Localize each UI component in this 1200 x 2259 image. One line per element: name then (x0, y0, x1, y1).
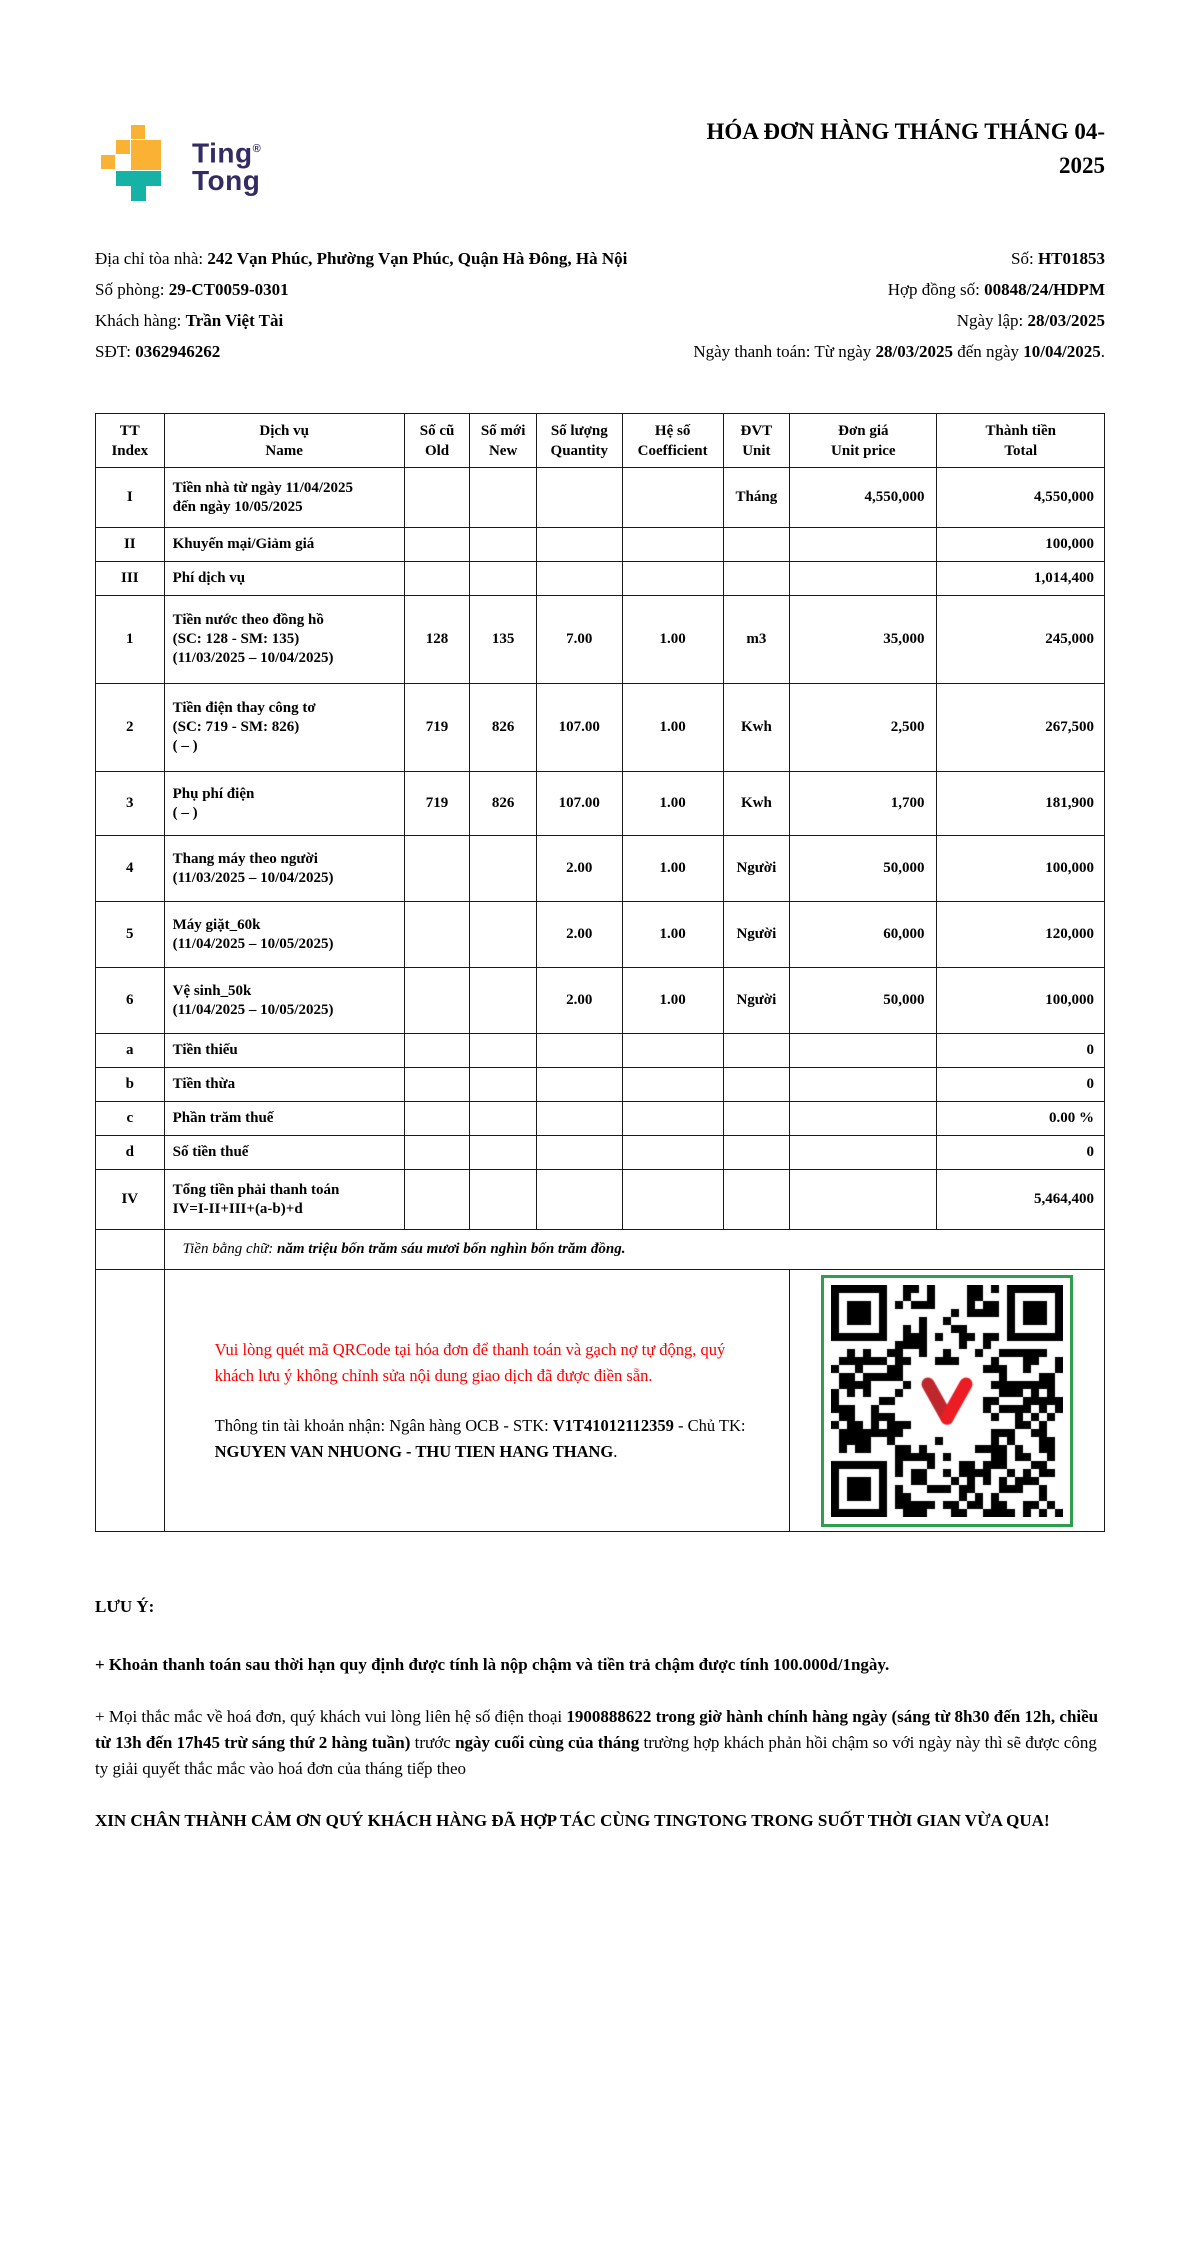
cell-index: II (96, 528, 165, 562)
logo-pixel (131, 125, 145, 139)
col-header-index: TT Index (96, 414, 165, 468)
cell-index: a (96, 1034, 165, 1068)
cell-old (404, 468, 470, 528)
table-row (96, 1102, 1105, 1136)
table-row (96, 968, 1105, 1034)
bank-account-text: Thông tin tài khoản nhận: Ngân hàng OCB - STK: V1T41012112359 - Chủ TK: NGUYEN VAN NHUONG - THU TIEN HANG THANG. (214, 1415, 746, 1461)
qr-code-frame (821, 1275, 1073, 1527)
table-row (96, 684, 1105, 772)
cell-index: b (96, 1068, 165, 1102)
cell-name: Phần trăm thuế (164, 1102, 404, 1136)
notes-heading: LƯU Ý: (95, 1597, 155, 1616)
logo-pixel (116, 140, 130, 154)
cell-total: 0 (937, 1034, 1105, 1068)
cell-unit: Người (723, 968, 790, 1034)
col-header-total: Thành tiền Total (937, 414, 1105, 468)
table-row (96, 528, 1105, 562)
cell-coefficient (622, 1034, 723, 1068)
cell-old (404, 528, 470, 562)
phone-line: SĐT: 0362946262 (95, 342, 221, 361)
cell-old (404, 836, 470, 902)
cell-old: 719 (404, 772, 470, 836)
cell-name: Thang máy theo người (11/03/2025 – 10/04/2025) (164, 836, 404, 902)
cell-name: Số tiền thuế (164, 1136, 404, 1170)
qr-code-cell (790, 1270, 1105, 1532)
amount-in-words: Tiền bằng chữ: năm triệu bốn trăm sáu mươi bốn nghìn bốn trăm đồng. (164, 1230, 1104, 1270)
table-row (96, 836, 1105, 902)
qr-notice-text: Vui lòng quét mã QRCode tại hóa đơn để thanh toán và gạch nợ tự động, quý khách lưu ý không chỉnh sửa nội dung giao dịch đã được điền sẵn. (214, 1339, 726, 1385)
cell-quantity (536, 528, 622, 562)
footer-notes (95, 1594, 1105, 1834)
cell-coefficient (622, 1068, 723, 1102)
cell-index: c (96, 1102, 165, 1136)
cell-old (404, 562, 470, 596)
cell-grand-total: 5,464,400 (937, 1170, 1105, 1230)
cell-unit-price: 4,550,000 (790, 468, 937, 528)
cell-new: 826 (470, 684, 537, 772)
cell-unit (723, 1102, 790, 1136)
cell-new (470, 1068, 537, 1102)
amount-in-words-row (96, 1230, 1105, 1270)
cell-unit-price (790, 562, 937, 596)
cell-new (470, 968, 537, 1034)
cell-old (404, 902, 470, 968)
cell-index (96, 1230, 165, 1270)
logo-word-ting: Ting (192, 137, 253, 169)
cell-coefficient: 1.00 (622, 596, 723, 684)
cell-old (404, 1068, 470, 1102)
invoice-meta (505, 243, 1105, 367)
cell-name: Tiền thừa (164, 1068, 404, 1102)
cell-total: 267,500 (937, 684, 1105, 772)
cell-new (470, 1102, 537, 1136)
cell-quantity: 107.00 (536, 684, 622, 772)
thank-you-text: XIN CHÂN THÀNH CẢM ƠN QUÝ KHÁCH HÀNG ĐÃ HỢP TÁC CÙNG TINGTONG TRONG SUỐT THỜI GIAN VỪA QUA! (95, 1811, 1050, 1830)
invoice-number-line: Số: HT01853 (1011, 249, 1105, 268)
cell-unit (723, 1136, 790, 1170)
cell-quantity (536, 1034, 622, 1068)
cell-new (470, 528, 537, 562)
cell-unit: Người (723, 902, 790, 968)
col-header-name: Dịch vụ Name (164, 414, 404, 468)
cell-total: 0 (937, 1068, 1105, 1102)
cell-new (470, 468, 537, 528)
building-address-line: Địa chỉ tòa nhà: 242 Vạn Phúc, Phường Vạn Phúc, Quận Hà Đông, Hà Nội (95, 249, 628, 268)
cell-total: 245,000 (937, 596, 1105, 684)
cell-unit (723, 1034, 790, 1068)
cell-index: I (96, 468, 165, 528)
cell-name: Vệ sinh_50k (11/04/2025 – 10/05/2025) (164, 968, 404, 1034)
qr-code (831, 1285, 1063, 1517)
cell-total: 120,000 (937, 902, 1105, 968)
cell-unit-price (790, 1136, 937, 1170)
cell-old (404, 1136, 470, 1170)
cell-coefficient (622, 468, 723, 528)
payment-instructions (164, 1270, 790, 1532)
table-row (96, 562, 1105, 596)
cell-index: d (96, 1136, 165, 1170)
cell-coefficient: 1.00 (622, 684, 723, 772)
table-row-grand-total (96, 1170, 1105, 1230)
cell-coefficient: 1.00 (622, 836, 723, 902)
document-header (95, 110, 1105, 235)
cell-name: Tổng tiền phải thanh toán IV=I-II+III+(a-b)+d (164, 1170, 404, 1230)
cell-unit-price (790, 1068, 937, 1102)
cell-coefficient: 1.00 (622, 968, 723, 1034)
col-header-quantity: Số lượng Quantity (536, 414, 622, 468)
cell-quantity: 7.00 (536, 596, 622, 684)
customer-name-line: Khách hàng: Trần Việt Tài (95, 311, 284, 330)
table-header-row (96, 414, 1105, 468)
logo-pixel (131, 140, 161, 170)
cell-new (470, 1136, 537, 1170)
logo-word-tong: Tong (192, 165, 261, 197)
cell-quantity: 107.00 (536, 772, 622, 836)
cell-index: 5 (96, 902, 165, 968)
hotline-note: + Mọi thắc mắc về hoá đơn, quý khách vui lòng liên hệ số điện thoại 1900888622 trong giờ hành chính hàng ngày (sáng từ 8h30 đến 12h, chiều từ 13h đến 17h45 trừ sáng thứ 2 hàng tuần) trước ngày cuối cùng của tháng trường hợp khách phản hồi chậm so với ngày này thì sẽ được công ty giải quyết thắc mắc vào hoá đơn của tháng tiếp theo (95, 1707, 1099, 1778)
cell-index: 4 (96, 836, 165, 902)
cell-coefficient: 1.00 (622, 902, 723, 968)
cell-unit-price: 2,500 (790, 684, 937, 772)
cell-new (470, 1170, 537, 1230)
issue-date-line: Ngày lập: 28/03/2025 (956, 311, 1105, 330)
cell-total: 1,014,400 (937, 562, 1105, 596)
charges-table (95, 413, 1105, 1532)
late-payment-note: + Khoản thanh toán sau thời hạn quy định được tính là nộp chậm và tiền trả chậm được tính 100.000d/1ngày. (95, 1655, 890, 1674)
cell-index: 3 (96, 772, 165, 836)
cell-total: 0 (937, 1136, 1105, 1170)
cell-index: III (96, 562, 165, 596)
cell-total: 100,000 (937, 968, 1105, 1034)
cell-name: Khuyến mại/Giảm giá (164, 528, 404, 562)
table-row (96, 596, 1105, 684)
cell-quantity: 2.00 (536, 968, 622, 1034)
table-row (96, 468, 1105, 528)
cell-unit (723, 562, 790, 596)
cell-total: 100,000 (937, 528, 1105, 562)
cell-quantity (536, 1068, 622, 1102)
registered-mark: ® (252, 142, 262, 155)
cell-quantity: 2.00 (536, 836, 622, 902)
col-header-coefficient: Hệ số Coefficient (622, 414, 723, 468)
cell-unit (723, 1170, 790, 1230)
tingtong-logo (100, 125, 261, 205)
cell-unit-price: 50,000 (790, 968, 937, 1034)
cell-old: 719 (404, 684, 470, 772)
cell-coefficient (622, 562, 723, 596)
logo-pixel (116, 171, 161, 186)
cell-unit-price: 1,700 (790, 772, 937, 836)
cell-old: 128 (404, 596, 470, 684)
cell-unit: Kwh (723, 772, 790, 836)
cell-quantity (536, 468, 622, 528)
cell-unit-price: 50,000 (790, 836, 937, 902)
tingtong-logo-icon (100, 125, 178, 205)
cell-total: 0.00 % (937, 1102, 1105, 1136)
cell-unit (723, 528, 790, 562)
col-header-unit: ĐVT Unit (723, 414, 790, 468)
cell-index (96, 1270, 165, 1532)
cell-unit: m3 (723, 596, 790, 684)
cell-coefficient (622, 1170, 723, 1230)
cell-name: Phụ phí điện ( – ) (164, 772, 404, 836)
cell-new (470, 902, 537, 968)
cell-total: 100,000 (937, 836, 1105, 902)
invoice-info (95, 243, 1105, 403)
cell-total: 181,900 (937, 772, 1105, 836)
cell-new: 826 (470, 772, 537, 836)
cell-quantity (536, 1102, 622, 1136)
page-title: HÓA ĐƠN HÀNG THÁNG THÁNG 04-2025 (706, 119, 1105, 178)
logo-pixel (101, 155, 115, 169)
logo-pixel (131, 186, 146, 201)
col-header-new: Số mới New (470, 414, 537, 468)
cell-unit-price (790, 1034, 937, 1068)
cell-unit-price: 35,000 (790, 596, 937, 684)
cell-index: IV (96, 1170, 165, 1230)
logo-wordmark (192, 135, 261, 195)
cell-old (404, 1170, 470, 1230)
cell-old (404, 968, 470, 1034)
cell-coefficient (622, 1136, 723, 1170)
cell-unit: Tháng (723, 468, 790, 528)
cell-old (404, 1034, 470, 1068)
cell-unit: Người (723, 836, 790, 902)
cell-name: Tiền thiếu (164, 1034, 404, 1068)
cell-unit-price: 60,000 (790, 902, 937, 968)
cell-coefficient (622, 528, 723, 562)
cell-unit-price (790, 1102, 937, 1136)
cell-quantity: 2.00 (536, 902, 622, 968)
table-row (96, 1136, 1105, 1170)
cell-name: Máy giặt_60k (11/04/2025 – 10/05/2025) (164, 902, 404, 968)
cell-new (470, 836, 537, 902)
payment-row (96, 1270, 1105, 1532)
table-row (96, 1034, 1105, 1068)
cell-name: Tiền điện thay công tơ (SC: 719 - SM: 826) ( – ) (164, 684, 404, 772)
cell-new (470, 562, 537, 596)
cell-index: 6 (96, 968, 165, 1034)
cell-unit-price (790, 528, 937, 562)
contract-number-line: Hợp đồng số: 00848/24/HDPM (887, 280, 1105, 299)
cell-unit-price (790, 1170, 937, 1230)
cell-unit: Kwh (723, 684, 790, 772)
col-header-unit-price: Đơn giá Unit price (790, 414, 937, 468)
cell-coefficient: 1.00 (622, 772, 723, 836)
cell-quantity (536, 1170, 622, 1230)
cell-old (404, 1102, 470, 1136)
cell-quantity (536, 562, 622, 596)
cell-index: 2 (96, 684, 165, 772)
cell-name: Tiền nước theo đồng hồ (SC: 128 - SM: 135) (11/03/2025 – 10/04/2025) (164, 596, 404, 684)
cell-new: 135 (470, 596, 537, 684)
cell-name: Tiền nhà từ ngày 11/04/2025 đến ngày 10/05/2025 (164, 468, 404, 528)
payment-period-line: Ngày thanh toán: Từ ngày 28/03/2025 đến ngày 10/04/2025. (693, 342, 1105, 361)
cell-index: 1 (96, 596, 165, 684)
table-row (96, 902, 1105, 968)
cell-coefficient (622, 1102, 723, 1136)
cell-new (470, 1034, 537, 1068)
cell-name: Phí dịch vụ (164, 562, 404, 596)
table-row (96, 1068, 1105, 1102)
cell-unit (723, 1068, 790, 1102)
cell-quantity (536, 1136, 622, 1170)
cell-total: 4,550,000 (937, 468, 1105, 528)
col-header-old: Số cũ Old (404, 414, 470, 468)
table-row (96, 772, 1105, 836)
room-number-line: Số phòng: 29-CT0059-0301 (95, 280, 289, 299)
